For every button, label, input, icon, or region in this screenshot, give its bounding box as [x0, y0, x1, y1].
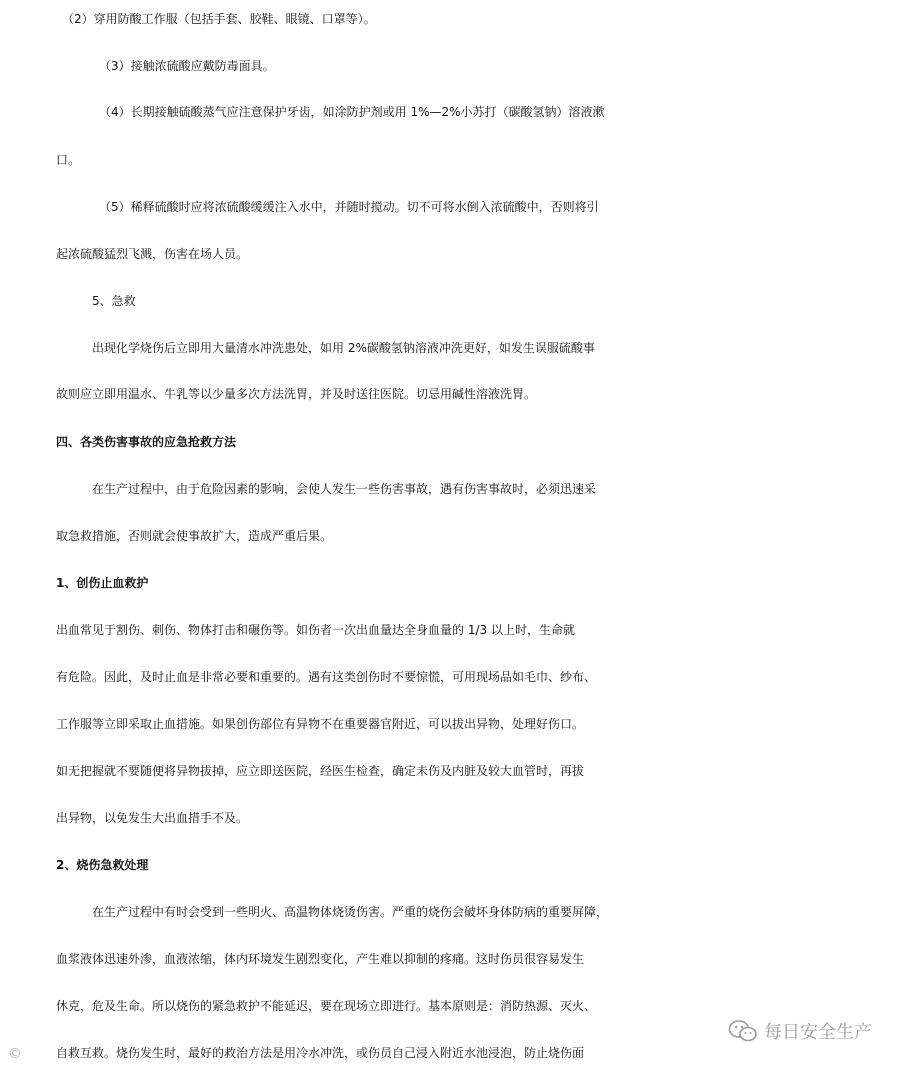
watermark-text: 每日安全生产: [764, 1022, 872, 1043]
paragraph-line: 如无把握就不要随便将异物拔掉，应立即送医院，经医生检查，确定未伤及内脏及较大血管时，再拔: [56, 764, 585, 778]
chapter-heading: 四、各类伤害事故的应急抢救方法: [56, 435, 237, 449]
paragraph-line: 出血常见于割伤、刺伤、物体打击和碾伤等。如伤者一次出血量达全身血量的 1/3 以上时，生命就: [56, 623, 575, 637]
section-heading-first-aid: 5、急救: [92, 294, 136, 308]
paragraph-line: 工作服等立即采取止血措施。如果创伤部位有异物不在重要器官附近，可以拔出异物，处理好伤口。: [56, 717, 585, 731]
list-item-5: （5）稀释硫酸时应将浓硫酸缓缓注入水中，并随时搅动。切不可将水倒入浓硫酸中，否则将引: [99, 200, 599, 214]
paragraph-line: 自救互救。烧伤发生时，最好的救治方法是用冷水冲洗，或伤员自己浸入附近水池浸泡，防止烧伤面: [56, 1046, 585, 1060]
paragraph-line: 休克，危及生命。所以烧伤的紧急救护不能延迟，要在现场立即进行。基本原则是：消防热源、灭火、: [56, 999, 597, 1013]
paragraph-line: 在生产过程中，由于危险因素的影响，会使人发生一些伤害事故，遇有伤害事故时，必须迅速采: [92, 482, 597, 496]
list-item-5-cont: 起浓硫酸猛烈飞溅，伤害在场人员。: [56, 247, 249, 261]
paragraph-line: 出异物，以免发生大出血措手不及。: [56, 811, 249, 825]
corner-watermark: ©: [8, 1046, 22, 1062]
watermark: [728, 1018, 872, 1044]
paragraph-line: 取急救措施，否则就会使事故扩大，造成严重后果。: [56, 529, 333, 543]
list-item-4: （4）长期接触硫酸蒸气应注意保护牙齿，如涂防护剂或用 1%—2%小苏打（碳酸氢钠）溶液漱: [99, 105, 605, 119]
subsection-heading: 1、创伤止血救护: [56, 576, 149, 590]
list-item-2: （2）穿用防酸工作服（包括手套、胶鞋、眼镜、口罩等）。: [62, 12, 376, 26]
paragraph-line: 故则应立即用温水、牛乳等以少量多次方法洗胃，并及时送往医院。切忌用碱性溶液洗胃。: [56, 387, 537, 401]
list-item-3: （3）接触浓硫酸应戴防毒面具。: [99, 59, 275, 73]
wechat-icon: [728, 1019, 758, 1043]
paragraph-line: 出现化学烧伤后立即用大量清水冲洗患处，如用 2%碳酸氢钠溶液冲洗更好，如发生误服硫酸事: [92, 341, 595, 355]
list-item-4-cont: 口。: [56, 153, 81, 167]
paragraph-line: 有危险。因此，及时止血是非常必要和重要的。遇有这类创伤时不要惊慌，可用现场品如毛巾、纱布、: [56, 670, 597, 684]
paragraph-line: 血浆液体迅速外渗，血液浓缩，体内环境发生剧烈变化，产生难以抑制的疼痛。这时伤员很容易发生: [56, 952, 585, 966]
paragraph-line: 在生产过程中有时会受到一些明火、高温物体烧烫伤害。严重的烧伤会破坏身体防病的重要屏障，: [92, 905, 609, 919]
subsection-heading: 2、烧伤急救处理: [56, 858, 149, 872]
